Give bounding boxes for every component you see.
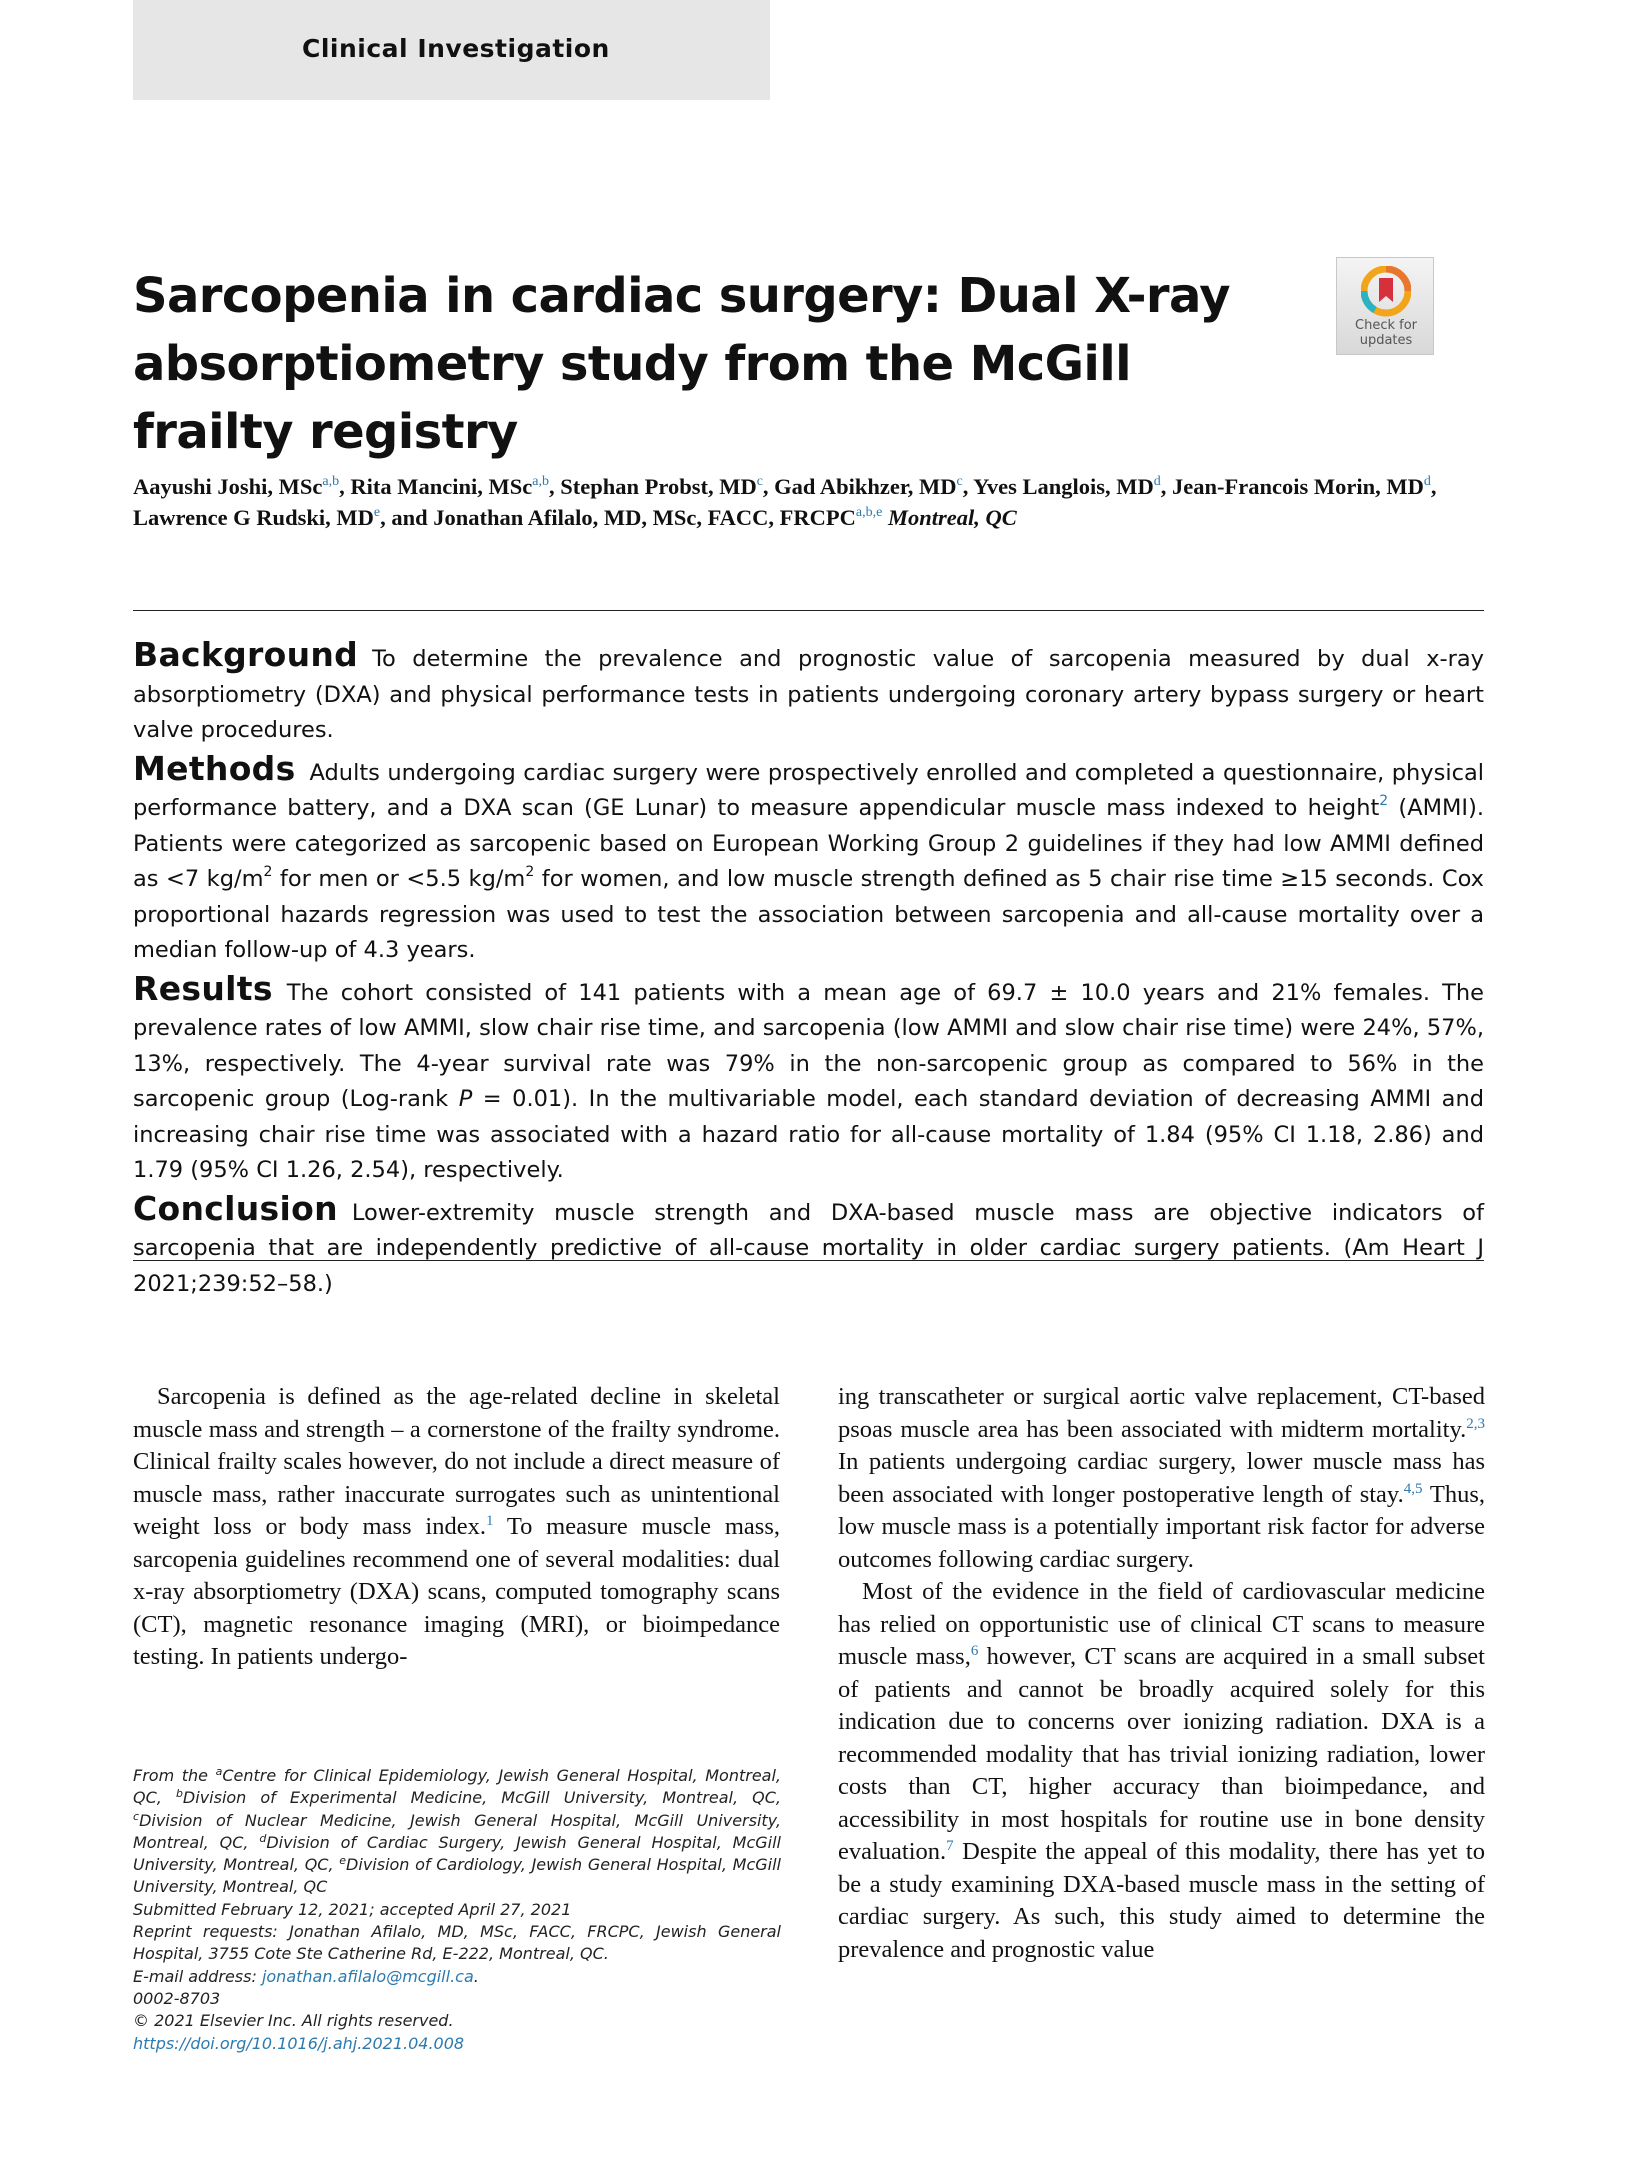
author-separator: , <box>762 474 775 499</box>
author-name[interactable]: Jean-Francois Morin, MD <box>1172 474 1424 499</box>
section-header-band <box>133 0 770 100</box>
citation-link[interactable]: 1 <box>485 1513 494 1529</box>
email-line: E-mail address: jonathan.afilalo@mcgill.ca. <box>133 1966 479 1986</box>
abstract-bottom-rule <box>133 1260 1484 1261</box>
author-affiliation-marker[interactable]: e <box>373 505 381 520</box>
author-affiliation-marker[interactable]: d <box>1423 474 1431 489</box>
superscript-2: 2 <box>1379 793 1389 809</box>
author-affiliation-marker[interactable]: a,b <box>322 474 340 489</box>
abstract-background-heading: Background <box>133 635 359 674</box>
check-for-updates-label: Check for updates <box>1355 318 1417 348</box>
body-paragraph-2: Most of the evidence in the field of cardiovascular medicine has relied on opportunistic use of clinical CT scans to measure muscle mass,$^6$ however, CT scans are acquired in a small subset of patients and cannot be broadly acquired solely for this indication due to concerns over ionizing radiation. DXA is a recommended modality that has trivial ionizing radiation, lower costs than CT, higher accuracy than bioimpedance, and accessibility in most hospitals for routine use in bone density evaluation.$^7$ Despite the appeal of this modality, there has yet to be a study examining DXA-based muscle mass in the setting of cardiac surgery. As such, this study aimed to determine the prevalence and prognostic value <box>838 1578 1485 1963</box>
author-affiliation-marker[interactable]: d <box>1153 474 1161 489</box>
issn: 0002-8703 <box>133 1988 221 2008</box>
author-separator: , <box>962 474 974 499</box>
citation-link[interactable]: 6 <box>970 1643 979 1659</box>
body-paragraph-1: Sarcopenia is defined as the age-related decline in skeletal muscle mass and strength – a cornerstone of the frailty syndrome. Clinical frailty scales however, do not include a direct measure of muscle mass, rather inaccurate surrogates such as unintentional weight loss or body mass index.$^1$ To measure muscle mass, sarcopenia guidelines recommend one of several modalities: dual x-ray absorptiometry (DXA) scans, computed tomography scans (CT), magnetic resonance imaging (MRI), or bioimpedance testing. In patients undergo- <box>133 1383 780 1670</box>
author-affiliation-marker[interactable]: c <box>956 474 963 489</box>
article-title: Sarcopenia in cardiac surgery: Dual X-ray absorptiometry study from the McGill frailty registry <box>133 268 1230 460</box>
body-paragraph-1-cont: ing transcatheter or surgical aortic valve replacement, CT-based psoas muscle area has been associated with midterm mortality.$^{2,3}$ In patients undergoing cardiac surgery, lower muscle mass has been associated with longer postoperative length of stay.$^{4,5}$ Thus, low muscle mass is a potentially important risk factor for adverse outcomes following cardiac surgery. <box>838 1383 1485 1573</box>
author-separator: , <box>1430 474 1437 499</box>
author-name[interactable]: Rita Mancini, MSc <box>350 474 533 499</box>
author-separator: , <box>1160 474 1173 499</box>
author-affiliation-marker[interactable]: a,b <box>532 474 549 489</box>
copyright: © 2021 Elsevier Inc. All rights reserved. <box>133 2011 454 2031</box>
check-for-updates-icon <box>1361 266 1411 318</box>
abstract-methods-heading: Methods <box>133 748 296 788</box>
abstract-methods: Methods Adults undergoing cardiac surgery were prospectively enrolled and completed a questionnaire, physical performance battery, and a DXA scan (GE Lunar) to measure appendicular muscle mass indexed to height$^2$ (AMMI). Patients were categorized as sarcopenic based on European Working Group 2 guidelines if they had low AMMI defined as <7 $kg/m^2$ for men or <5.5 $kg/m^2$ for women, and low muscle strength defined as 5 chair rise time ≥15 seconds. Cox proportional hazards regression was used to test the association between sarcopenia and all-cause mortality over a median follow-up of 4.3 years. <box>133 748 1484 963</box>
author-name[interactable]: Gad Abikhzer, MD <box>774 474 957 499</box>
author-separator: , and <box>380 505 434 530</box>
citation-link[interactable]: 4,5 <box>1403 1480 1423 1497</box>
author-separator: , <box>339 474 351 499</box>
abstract-results-heading: Results <box>133 968 273 1008</box>
author-name[interactable]: Yves Langlois, MD <box>973 474 1154 499</box>
author-name[interactable]: Stephan Probst, MD <box>560 474 757 499</box>
author-location: Montreal, QC <box>887 505 1017 530</box>
check-for-updates-badge[interactable] <box>1336 257 1434 355</box>
affiliations-footnote: From the $^a$Centre for Clinical Epidemiology, Jewish General Hospital, Montreal, QC, $^b$Division of Experimental Medicine, McGill University, Montreal, QC, $^c$Division of Nuclear Medicine, Jewish General Hospital, McGill University, Montreal, QC, $^d$Division of Cardiac Surgery, Jewish General Hospital, McGill University, Montreal, QC, $^e$Division of Cardiology, Jewish General Hospital, McGill University, Montreal, QC <box>133 1765 782 1897</box>
abstract <box>133 637 1484 1304</box>
abstract-results: Results The cohort consisted of 141 patients with a mean age of 69.7 ± 10.0 years and 21% females. The prevalence rates of low AMMI, slow chair rise time, and sarcopenia (low AMMI and slow chair rise time) were 24%, 57%, 13%, respectively. The 4-year survival rate was 79% in the non-sarcopenic group as compared to 56% in the sarcopenic group (Log-rank P = 0.01). In the multivariable model, each standard deviation of decreasing AMMI and increasing chair rise time was associated with a hazard ratio for all-cause mortality of 1.84 (95% CI 1.18, 2.86) and 1.79 (95% CI 1.26, 2.54), respectively. <box>133 968 1484 1183</box>
abstract-conclusion-heading: Conclusion <box>133 1188 338 1228</box>
doi-link[interactable]: https://doi.org/10.1016/j.ahj.2021.04.008 <box>133 2033 465 2053</box>
abstract-top-rule <box>133 610 1484 611</box>
footnotes <box>133 1765 781 2055</box>
author-affiliation-marker[interactable]: a,b,e <box>855 505 883 520</box>
author-affiliation-marker[interactable]: c <box>756 474 763 489</box>
abstract-background: Background To determine the prevalence and prognostic value of sarcopenia measured by dual x-ray absorptiometry (DXA) and physical performance tests in patients undergoing coronary artery bypass surgery or heart valve procedures. <box>133 635 1484 743</box>
author-list <box>133 471 1483 533</box>
body-right-column <box>838 1381 1485 1966</box>
citation-link[interactable]: 7 <box>946 1838 954 1854</box>
citation-link[interactable]: 2,3 <box>1466 1415 1485 1432</box>
author-name[interactable]: Aayushi Joshi, MSc <box>133 474 323 499</box>
section-label: Clinical Investigation <box>302 34 610 63</box>
abstract-conclusion: Conclusion Lower-extremity muscle strength and DXA-based muscle mass are objective indicators of sarcopenia that are independently predictive of all-cause mortality in older cardiac surgery patients. (Am Heart J 2021;239:52–58.) <box>133 1188 1484 1297</box>
email-link[interactable]: jonathan.afilalo@mcgill.ca <box>261 1966 474 1986</box>
reprint-requests: Reprint requests: Jonathan Afilalo, MD, MSc, FACC, FRCPC, Jewish General Hospital, 3755 Cote Ste Catherine Rd, E-222, Montreal, QC. <box>133 1922 781 1964</box>
author-separator: , <box>548 474 561 499</box>
body-left-column <box>133 1381 780 1674</box>
submitted-date: Submitted February 12, 2021; accepted April 27, 2021 <box>133 1899 572 1919</box>
author-name[interactable]: Jonathan Afilalo, MD, MSc, FACC, FRCPC <box>433 505 856 530</box>
author-name[interactable]: Lawrence G Rudski, MD <box>133 505 374 530</box>
